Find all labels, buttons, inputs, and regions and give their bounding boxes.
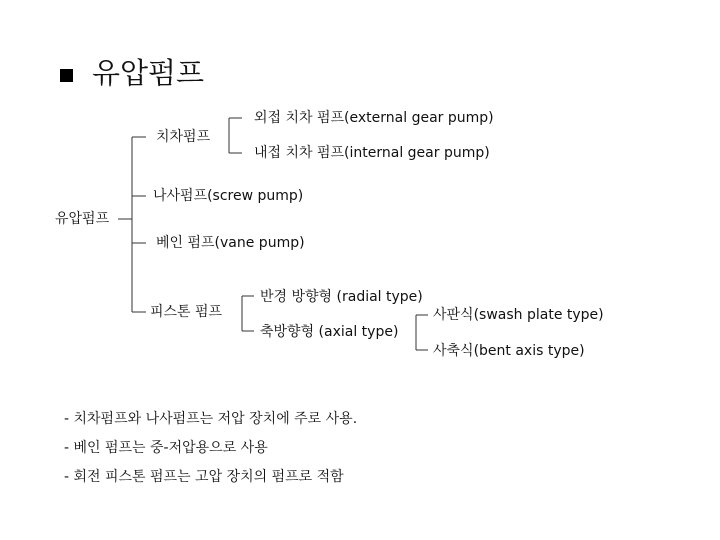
radial-type-label: 반경 방향형 (radial type): [260, 289, 423, 305]
external-gear-pump-label: 외접 치차 펌프(external gear pump): [254, 110, 494, 126]
internal-gear-pump-label: 내접 치차 펌프(internal gear pump): [254, 145, 490, 161]
screw-pump-label: 나사펌프(screw pump): [153, 188, 304, 204]
vane-pump-label: 베인 펌프(vane pump): [156, 235, 305, 251]
tree-root-label: 유압펌프: [55, 211, 110, 227]
note-3: - 회전 피스톤 펌프는 고압 장치의 펌프로 적함: [64, 469, 344, 485]
piston-pump-label: 피스톤 펌프: [150, 304, 223, 320]
note-2: - 베인 펌프는 중-저압용으로 사용: [64, 440, 268, 456]
axial-type-label: 축방향형 (axial type): [260, 324, 399, 340]
swash-plate-type-label: 사판식(swash plate type): [433, 307, 604, 323]
bent-axis-type-label: 사축식(bent axis type): [433, 343, 585, 359]
note-1: - 치차펌프와 나사펌프는 저압 장치에 주로 사용.: [64, 411, 358, 427]
page-title: 유압펌프: [92, 56, 205, 90]
gear-pump-label: 치차펌프: [156, 129, 211, 145]
